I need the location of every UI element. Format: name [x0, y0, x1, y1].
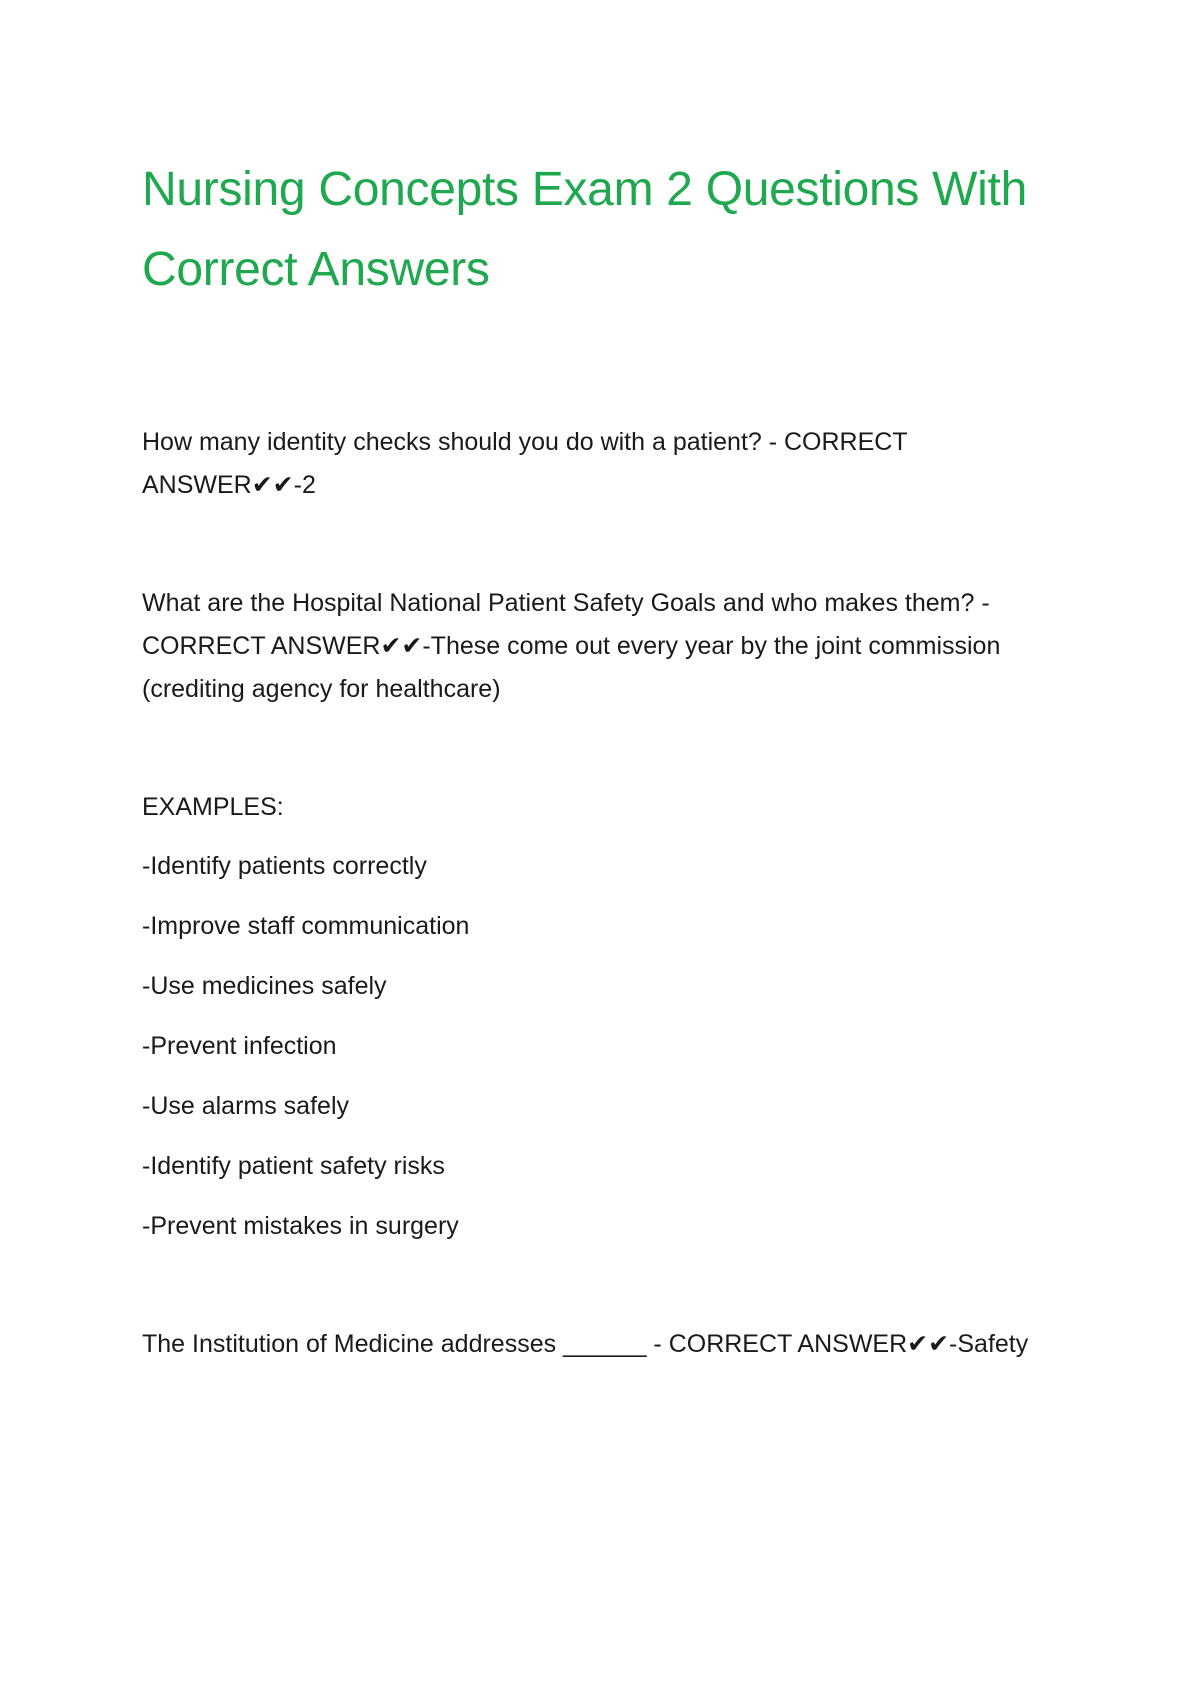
list-item: -Identify patients correctly	[142, 852, 427, 880]
list-item: -Improve staff communication	[142, 912, 470, 940]
qa-item-safety-goals: What are the Hospital National Patient Safety Goals and who makes them? - CORRECT ANSWER✔✔-These come out every year by the joint commission (crediting agency for healthcare)	[142, 589, 1001, 703]
examples-list	[142, 845, 1042, 1248]
list-item: -Use medicines safely	[142, 972, 387, 1000]
document-title: Nursing Concepts Exam 2 Questions With Correct Answers	[142, 163, 1027, 296]
examples-heading: EXAMPLES:	[142, 793, 284, 821]
list-item: -Prevent infection	[142, 1032, 337, 1060]
qa-item-institution-of-medicine: The Institution of Medicine addresses ______ - CORRECT ANSWER✔✔-Safety	[142, 1330, 1029, 1358]
qa-item-identity-checks: How many identity checks should you do with a patient? - CORRECT ANSWER✔✔-2	[142, 428, 908, 499]
list-item: -Prevent mistakes in surgery	[142, 1212, 459, 1240]
list-item: -Identify patient safety risks	[142, 1152, 445, 1180]
document-content	[142, 150, 1042, 1366]
list-item: -Use alarms safely	[142, 1092, 349, 1120]
